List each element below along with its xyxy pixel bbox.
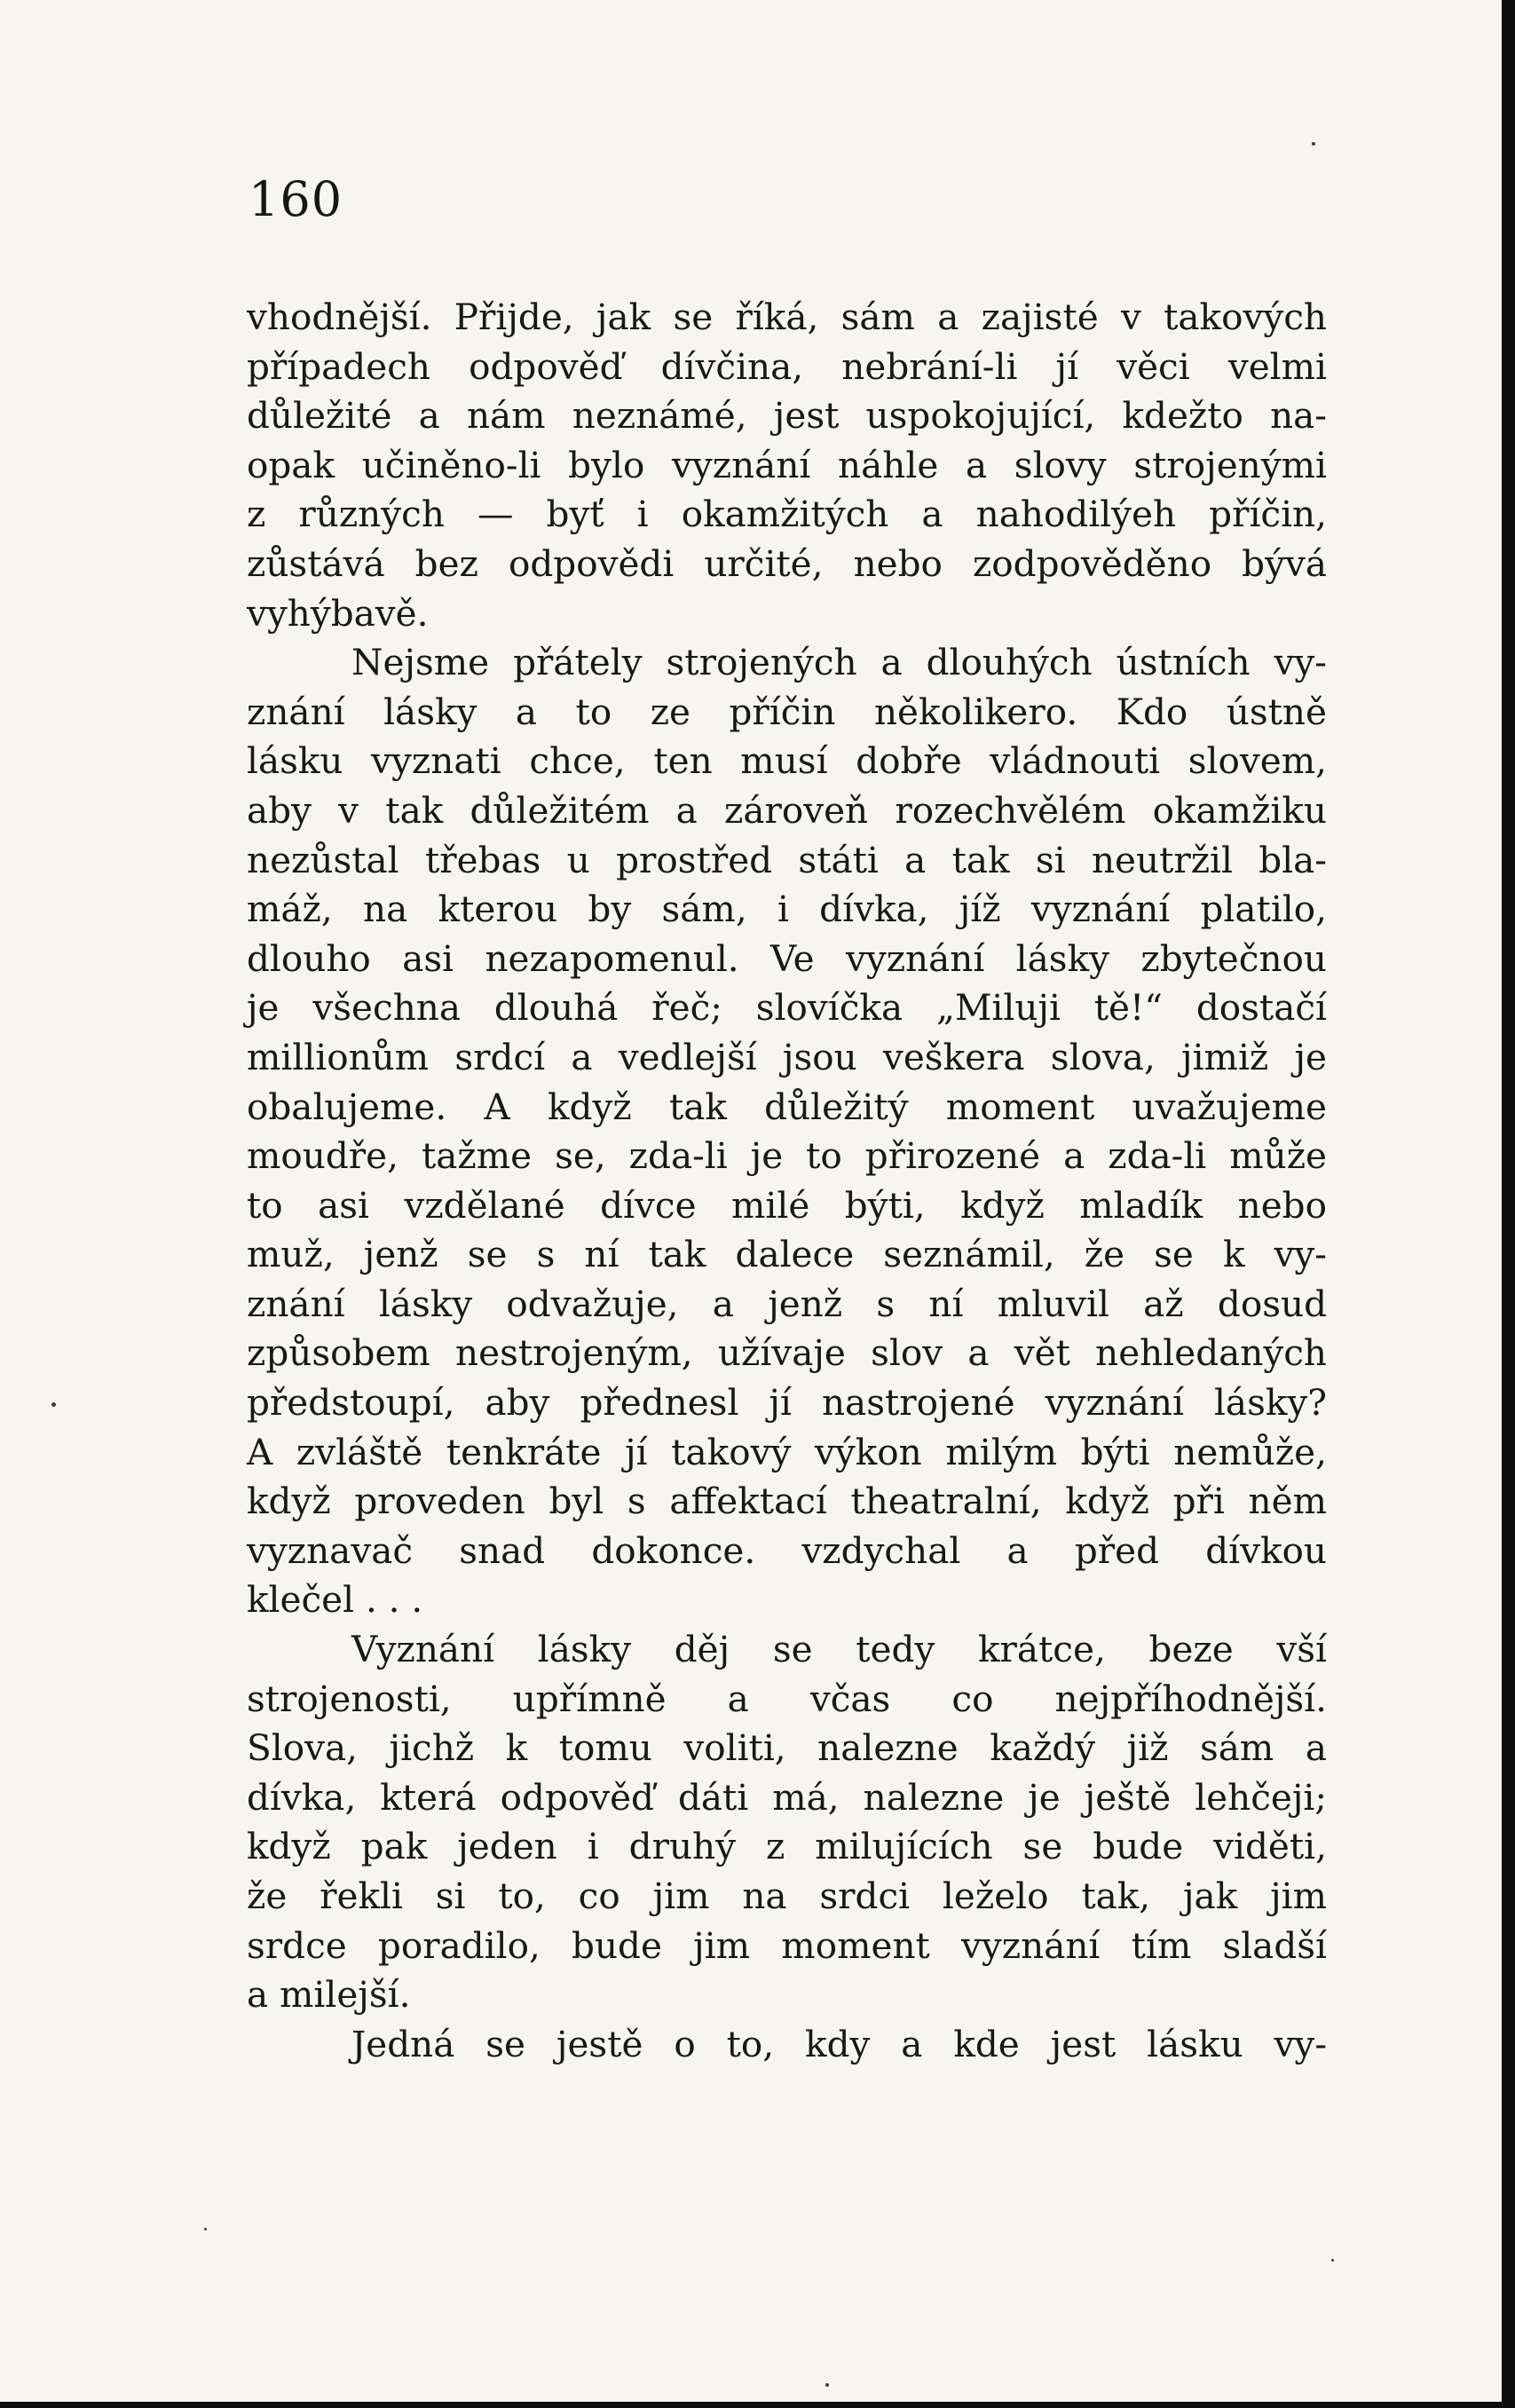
text-line: důležité a nám neznámé, jest uspokojující, kdežto na-	[247, 394, 1327, 438]
text-line: strojenosti, upřímně a včas co nejpříhodnější.	[247, 1677, 1327, 1720]
text-line: Vyznání lásky děj se tedy krátce, beze vší	[351, 1628, 1327, 1671]
text-line: máž, na kterou by sám, i dívka, jíž vyznání platilo,	[247, 888, 1327, 931]
text-line: a milejší.	[247, 1973, 411, 2017]
text-line: když pak jeden i druhý z milujících se bude viděti,	[247, 1825, 1327, 1868]
text-line: obalujeme. A když tak důležitý moment uvažujeme	[247, 1085, 1327, 1128]
text-line: z různých — byť i okamžitých a nahodilýeh příčin,	[247, 493, 1327, 536]
text-line: nezůstal třebas u prostřed státi a tak si neutržil bla-	[247, 838, 1327, 881]
print-speck	[825, 2383, 829, 2387]
page-number: 160	[249, 171, 343, 227]
text-line: moudře, tažme se, zda-li je to přirozené a zda-li může	[247, 1134, 1327, 1178]
print-speck	[204, 2228, 207, 2230]
text-line: vyznavač snad dokonce. vzdychal a před dívkou	[247, 1528, 1327, 1572]
text-line: Nejsme přátely strojených a dlouhých ústních vy-	[351, 641, 1327, 684]
text-line: znání lásky odvažuje, a jenž s ní mluvil až dosud	[247, 1282, 1327, 1325]
text-line: Jedná se jestě o to, kdy a kde jest lásku vy-	[351, 2022, 1327, 2065]
text-line: opak učiněno-li bylo vyznání náhle a slovy strojenými	[247, 443, 1327, 486]
print-speck	[1312, 142, 1315, 146]
text-line: lásku vyznati chce, ten musí dobře vládnouti slovem,	[247, 739, 1327, 783]
text-line: klečel . . .	[247, 1578, 423, 1622]
text-line: je všechna dlouhá řeč; slovíčka „Miluji tě!“ dostačí	[247, 986, 1327, 1030]
text-line: když proveden byl s affektací theatralní, když při něm	[247, 1480, 1327, 1523]
print-speck	[51, 1402, 56, 1407]
text-line: způsobem nestrojeným, užívaje slov a vět nehledaných	[247, 1331, 1327, 1375]
text-line: Slova, jichž k tomu voliti, nalezne každý již sám a	[247, 1726, 1327, 1770]
text-line: případech odpověď dívčina, nebrání-li jí věci velmi	[247, 344, 1327, 388]
text-line: dívka, která odpověď dáti má, nalezne je ještě lehčeji;	[247, 1775, 1327, 1819]
text-line: vhodnější. Přijde, jak se říká, sám a zajisté v takových	[247, 296, 1327, 338]
text-line: předstoupí, aby přednesl jí nastrojené vyznání lásky?	[247, 1381, 1327, 1425]
text-line: zůstává bez odpovědi určité, nebo zodpověděno bývá	[247, 541, 1327, 585]
text-line: millionům srdcí a vedlejší jsou veškera slova, jimiž je	[247, 1035, 1327, 1078]
scan-border-bottom	[0, 2402, 1515, 2408]
text-line: to asi vzdělané dívce milé býti, když mladík nebo	[247, 1183, 1327, 1227]
text-line: aby v tak důležitém a zároveň rozechvělém okamžiku	[247, 788, 1327, 832]
text-line: dlouho asi nezapomenul. Ve vyznání lásky zbytečnou	[247, 936, 1327, 980]
text-line: muž, jenž se s ní tak dalece seznámil, že se k vy-	[247, 1233, 1327, 1276]
body-text	[247, 293, 1327, 2069]
text-line: vyhýbavě.	[247, 591, 429, 635]
print-speck	[1331, 2259, 1334, 2262]
text-line: že řekli si to, co jim na srdci leželo tak, jak jim	[247, 1875, 1327, 1917]
text-line: A zvláště tenkráte jí takový výkon milým býti nemůže,	[247, 1430, 1327, 1473]
text-line: srdce poradilo, bude jim moment vyznání tím sladší	[247, 1923, 1327, 1967]
scan-border-right	[1502, 0, 1515, 2408]
text-line: znání lásky a to ze příčin několikero. Kdo ústně	[247, 690, 1327, 733]
